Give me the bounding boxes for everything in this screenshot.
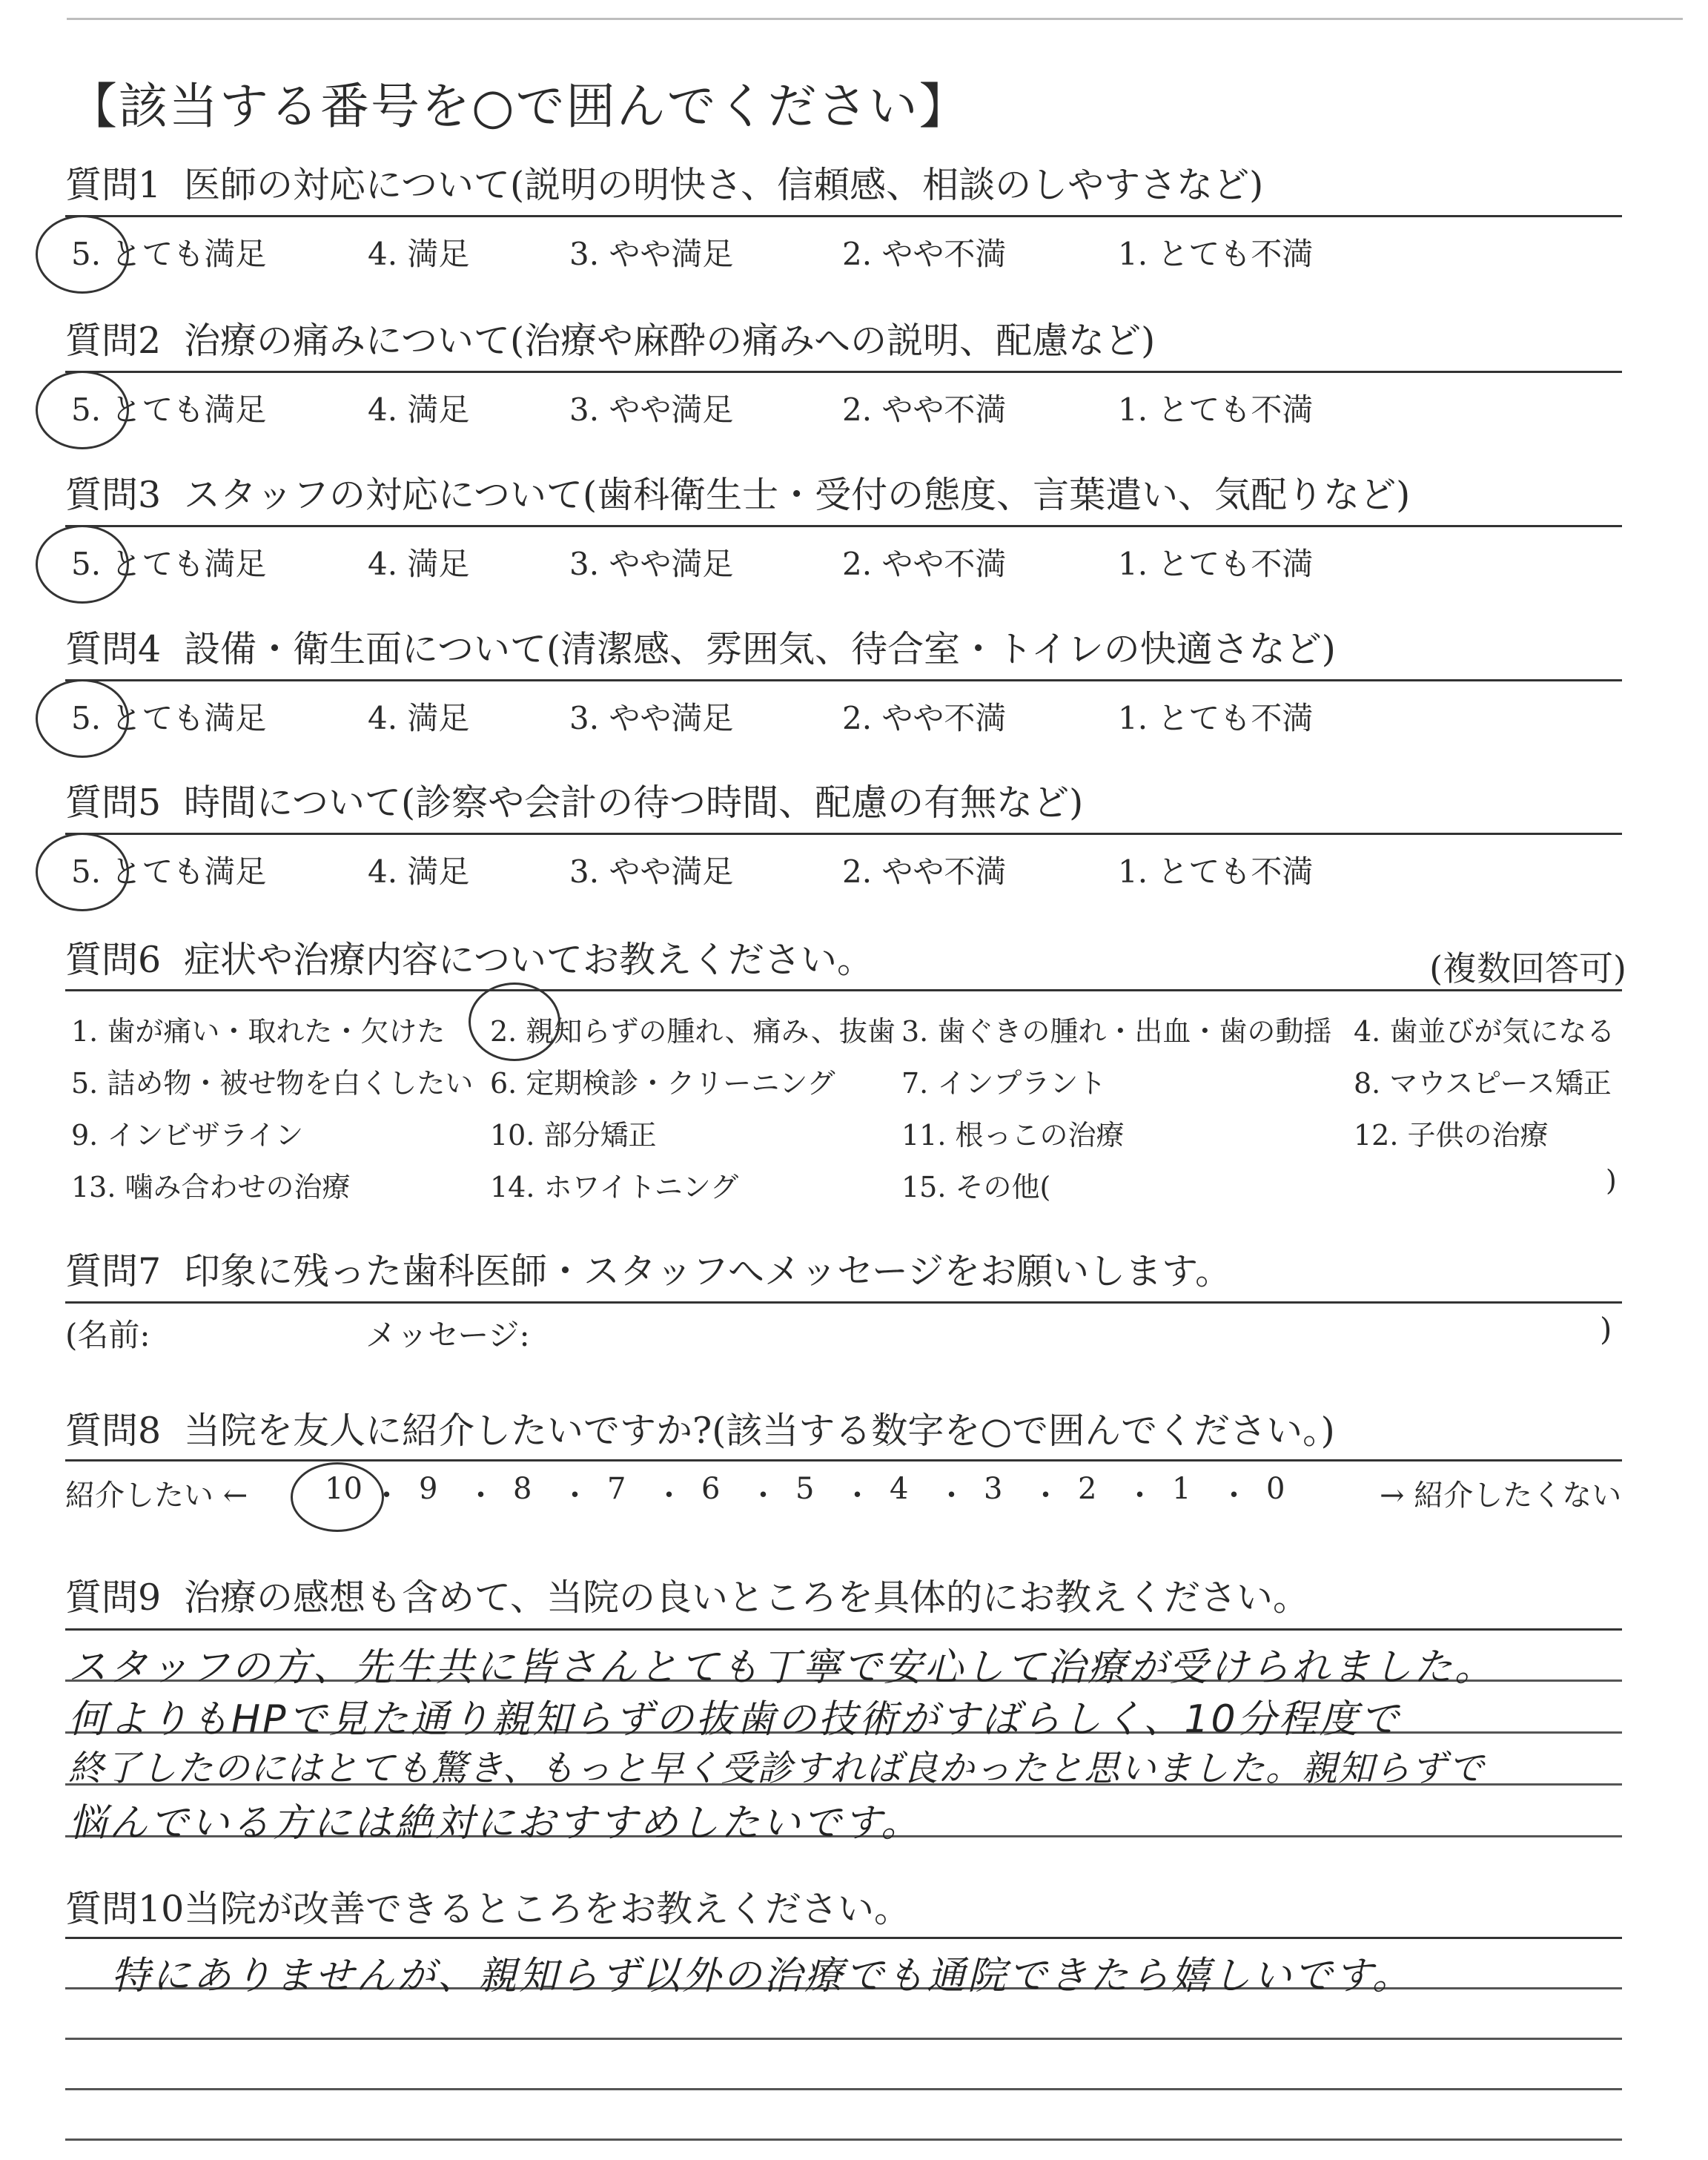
scale-value[interactable]: 2 xyxy=(1078,1472,1097,1506)
scale-value[interactable]: 10 xyxy=(325,1472,363,1506)
scale-value[interactable]: 6 xyxy=(701,1472,721,1506)
question-7 xyxy=(65,1250,1622,1292)
scale-separator: ・ xyxy=(371,1479,402,1513)
rating-option[interactable]: 4. 満足 xyxy=(368,236,470,272)
rating-option[interactable]: 5. とても満足 xyxy=(71,236,267,272)
question-text: 当院が改善できるところをお教えください。 xyxy=(184,1888,911,1930)
rating-option[interactable]: 1. とても不満 xyxy=(1118,546,1314,582)
question-text: 印象に残った歯科医師・スタッフへメッセージをお願いします。 xyxy=(184,1250,1232,1292)
question-number: 質問3 xyxy=(65,474,162,516)
rating-option[interactable]: 2. やや不満 xyxy=(842,700,1007,736)
question-text: 当院を友人に紹介したいですか?(該当する数字を○で囲んでください。) xyxy=(184,1410,1335,1452)
rating-option[interactable]: 5. とても満足 xyxy=(71,700,267,736)
rating-option[interactable]: 1. とても不満 xyxy=(1118,392,1314,428)
rating-option[interactable]: 4. 満足 xyxy=(368,546,470,582)
rating-option[interactable]: 5. とても満足 xyxy=(71,853,267,890)
rule-line xyxy=(65,833,1622,835)
option-item[interactable]: 9. インビザライン xyxy=(71,1119,304,1152)
rating-option[interactable]: 4. 満足 xyxy=(368,392,470,428)
selection-circle xyxy=(36,371,129,449)
option-item[interactable]: 12. 子供の治療 xyxy=(1354,1119,1549,1152)
scale-value[interactable]: 1 xyxy=(1172,1472,1191,1506)
option-item[interactable]: 1. 歯が痛い・取れた・欠けた xyxy=(71,1015,446,1048)
question-2 xyxy=(65,320,1622,362)
question-number: 質問8 xyxy=(65,1410,162,1452)
selection-circle xyxy=(36,215,129,294)
rating-option[interactable]: 1. とても不満 xyxy=(1118,236,1314,272)
top-border xyxy=(67,18,1683,20)
scale-separator: ・ xyxy=(560,1479,590,1513)
option-item[interactable]: 2. 親知らずの腫れ、痛み、抜歯 xyxy=(490,1015,896,1048)
question-number: 質問1 xyxy=(65,164,162,206)
option-item[interactable]: 10. 部分矯正 xyxy=(490,1119,657,1152)
rating-option[interactable]: 3. やや満足 xyxy=(569,546,734,582)
question-text: 治療の感想も含めて、当院の良いところを具体的にお教えください。 xyxy=(184,1576,1310,1619)
option-item[interactable]: 7. インプラント xyxy=(901,1067,1107,1100)
rating-option[interactable]: 3. やや満足 xyxy=(569,853,734,890)
question-text: 時間について(診察や会計の待つ時間、配慮の有無など) xyxy=(184,782,1084,824)
rule-line xyxy=(65,371,1622,373)
scale-value[interactable]: 4 xyxy=(890,1472,909,1506)
rating-option[interactable]: 2. やや不満 xyxy=(842,546,1007,582)
rule-line xyxy=(65,679,1622,681)
question-text: 治療の痛みについて(治療や麻酔の痛みへの説明、配慮など) xyxy=(184,320,1156,362)
rule-line xyxy=(65,525,1622,527)
scale-separator: ・ xyxy=(1125,1479,1155,1513)
scale-right-label: → 紹介したくない xyxy=(1380,1479,1622,1513)
selection-circle xyxy=(36,833,129,911)
handwritten-answer-line: 特にありませんが、親知らず以外の治療でも通院できたら嬉しいです。 xyxy=(111,1954,1413,1998)
rating-option[interactable]: 5. とても満足 xyxy=(71,392,267,428)
question-8 xyxy=(65,1410,1622,1452)
scale-value[interactable]: 0 xyxy=(1266,1472,1285,1506)
scale-separator: ・ xyxy=(654,1479,684,1513)
question-9 xyxy=(65,1576,1622,1619)
question-5 xyxy=(65,782,1622,824)
option-item[interactable]: 15. その他( xyxy=(901,1171,1051,1203)
name-label: (名前: xyxy=(65,1317,150,1353)
option-item[interactable]: 4. 歯並びが気になる xyxy=(1354,1015,1615,1048)
rating-option[interactable]: 1. とても不満 xyxy=(1118,700,1314,736)
scale-separator: ・ xyxy=(936,1479,967,1513)
handwritten-answer-line: 悩んでいる方には絶対におすすめしたいです。 xyxy=(68,1801,922,1846)
scale-value[interactable]: 9 xyxy=(419,1472,438,1506)
question-6 xyxy=(65,939,1622,981)
rating-option[interactable]: 4. 満足 xyxy=(368,700,470,736)
selection-circle xyxy=(469,982,560,1061)
rating-option[interactable]: 2. やや不満 xyxy=(842,236,1007,272)
selection-circle xyxy=(36,525,129,604)
question-number: 質問7 xyxy=(65,1250,162,1292)
option-item[interactable]: 14. ホワイトニング xyxy=(490,1171,739,1203)
handwritten-answer-line: スタッフの方、先生共に皆さんとても丁寧で安心して治療が受けられました。 xyxy=(68,1645,1496,1690)
option-item[interactable]: 13. 噛み合わせの治療 xyxy=(71,1171,351,1203)
scale-value[interactable]: 8 xyxy=(513,1472,532,1506)
rating-option[interactable]: 3. やや満足 xyxy=(569,392,734,428)
other-close-paren: ) xyxy=(1606,1164,1617,1197)
rating-option[interactable]: 5. とても満足 xyxy=(71,546,267,582)
question-number: 質問9 xyxy=(65,1576,162,1619)
question-text: スタッフの対応について(歯科衛生士・受付の態度、言葉遣い、気配りなど) xyxy=(184,474,1411,516)
rating-option[interactable]: 4. 満足 xyxy=(368,853,470,890)
rule-line xyxy=(65,215,1622,217)
message-label: メッセージ: xyxy=(365,1317,530,1353)
rule-line xyxy=(65,1459,1622,1462)
option-item[interactable]: 5. 詰め物・被せ物を白くしたい xyxy=(71,1067,474,1100)
rating-option[interactable]: 2. やや不満 xyxy=(842,853,1007,890)
selection-circle xyxy=(291,1462,384,1532)
scale-separator: ・ xyxy=(466,1479,496,1513)
rule-line xyxy=(65,1937,1622,1939)
scale-separator: ・ xyxy=(1219,1479,1249,1513)
handwritten-answer-line: 終了したのにはとても驚き、もっと早く受診すれば良かったと思いました。親知らずで xyxy=(68,1748,1485,1789)
scale-left-label: 紹介したい ← xyxy=(65,1479,248,1513)
rating-option[interactable]: 1. とても不満 xyxy=(1118,853,1314,890)
question-number: 質問6 xyxy=(65,939,162,981)
scale-separator: ・ xyxy=(748,1479,778,1513)
option-item[interactable]: 6. 定期検診・クリーニング xyxy=(490,1067,835,1100)
question-text: 設備・衛生面について(清潔感、雰囲気、待合室・トイレの快適さなど) xyxy=(184,628,1336,670)
question-1 xyxy=(65,164,1622,206)
question-number: 質問4 xyxy=(65,628,162,670)
rule-line xyxy=(65,2138,1622,2141)
question-text: 症状や治療内容についてお教えください。 xyxy=(184,939,874,981)
scale-value[interactable]: 5 xyxy=(795,1472,815,1506)
question-text: 医師の対応について(説明の明快さ、信頼感、相談のしやすさなど) xyxy=(184,164,1264,206)
rating-option[interactable]: 3. やや満足 xyxy=(569,236,734,272)
question-number: 質問2 xyxy=(65,320,162,362)
page-heading: 【該当する番号を○で囲んでください】 xyxy=(68,78,970,135)
rating-option[interactable]: 3. やや満足 xyxy=(569,700,734,736)
option-item[interactable]: 3. 歯ぐきの腫れ・出血・歯の動揺 xyxy=(901,1015,1332,1048)
question-4 xyxy=(65,628,1622,670)
scale-separator: ・ xyxy=(1030,1479,1061,1513)
multiple-answer-note: (複数回答可) xyxy=(1429,948,1626,988)
question-number: 質問10 xyxy=(65,1888,185,1930)
close-paren: ) xyxy=(1600,1311,1612,1347)
rule-line xyxy=(65,2038,1622,2040)
selection-circle xyxy=(36,679,129,758)
scale-value[interactable]: 7 xyxy=(607,1472,626,1506)
question-3 xyxy=(65,474,1622,516)
rule-line xyxy=(65,1301,1622,1304)
scale-value[interactable]: 3 xyxy=(984,1472,1003,1506)
handwritten-answer-line: 何よりもHPで見た通り親知らずの抜歯の技術がすばらしく、10分程度で xyxy=(68,1697,1401,1742)
option-item[interactable]: 11. 根っこの治療 xyxy=(901,1119,1125,1152)
rule-line xyxy=(65,2088,1622,2090)
rule-line xyxy=(65,989,1622,991)
rating-option[interactable]: 2. やや不満 xyxy=(842,392,1007,428)
option-item[interactable]: 8. マウスピース矯正 xyxy=(1354,1067,1612,1100)
question-10 xyxy=(65,1888,1622,1930)
question-number: 質問5 xyxy=(65,782,162,824)
scale-separator: ・ xyxy=(842,1479,873,1513)
rule-line xyxy=(65,1628,1622,1631)
